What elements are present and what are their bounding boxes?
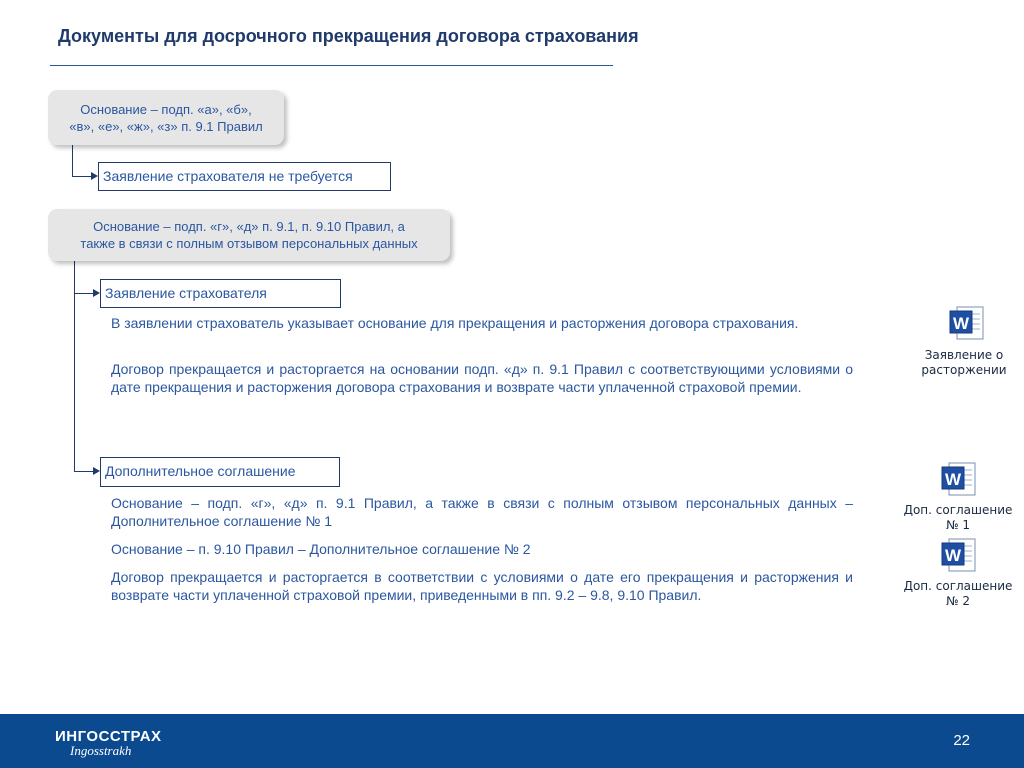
arrow-right-icon xyxy=(93,289,100,297)
attachment-label-application[interactable]: Заявление о расторжении xyxy=(921,348,1007,377)
basis-2-line-1: Основание – подп. «г», «д» п. 9.1, п. 9.10 Правил, а xyxy=(93,219,405,234)
svg-text:W: W xyxy=(944,470,962,489)
basis-box-1 xyxy=(48,90,284,145)
agreement-box: Дополнительное соглашение xyxy=(100,457,340,487)
connector-line xyxy=(72,145,73,176)
application-paragraph-2: Договор прекращается и расторгается на основании подп. «д» п. 9.1 Правил с соответствующими условиями о дате прекращения и расторжения договора страхования и возврате части уплаченной страховой премии. xyxy=(111,361,853,395)
footer-bar xyxy=(0,714,1024,768)
arrow-right-icon xyxy=(93,467,100,475)
agreement-paragraph-2: Основание – п. 9.10 Правил – Дополнительное соглашение № 2 xyxy=(111,541,531,557)
application-paragraph-1: В заявлении страхователь указывает основание для прекращения и расторжения договора страхования. xyxy=(111,315,799,331)
company-logo: ИНГОССТРАХ xyxy=(55,728,162,745)
svg-text:W: W xyxy=(952,314,970,333)
title-divider xyxy=(50,65,613,66)
word-document-icon[interactable] xyxy=(949,306,985,340)
application-box: Заявление страхователя xyxy=(100,279,341,308)
agreement-paragraph-1: Основание – подп. «г», «д» п. 9.1 Правил, а также в связи с полным отзывом персональных данных – Дополнительное соглашение № 1 xyxy=(111,495,853,529)
connector-line xyxy=(72,176,92,177)
connector-line xyxy=(74,471,94,472)
basis-1-line-2: «в», «е», «ж», «з» п. 9.1 Правил xyxy=(69,119,263,134)
no-application-box: Заявление страхователя не требуется xyxy=(98,162,391,191)
page-number: 22 xyxy=(953,732,970,749)
basis-box-2 xyxy=(48,209,450,261)
basis-1-line-1: Основание – подп. «а», «б», xyxy=(80,102,252,117)
page-title: Документы для досрочного прекращения договора страхования xyxy=(58,26,639,46)
arrow-right-icon xyxy=(91,172,98,180)
word-document-icon[interactable] xyxy=(941,462,977,496)
basis-2-line-2: также в связи с полным отзывом персональных данных xyxy=(80,236,418,251)
svg-text:W: W xyxy=(944,546,962,565)
attachment-label-agreement-2[interactable]: Доп. соглашение № 2 xyxy=(903,579,1013,608)
company-logo-script: Ingosstrakh xyxy=(70,743,132,758)
agreement-paragraph-3: Договор прекращается и расторгается в соответствии с условиями о дате его прекращения и расторжения и возврате части уплаченной страховой премии, приведенными в пп. 9.2 – 9.8, 9.10 Правил. xyxy=(111,569,853,603)
word-document-icon[interactable] xyxy=(941,538,977,572)
connector-line xyxy=(74,293,94,294)
attachment-label-agreement-1[interactable]: Доп. соглашение № 1 xyxy=(903,503,1013,532)
